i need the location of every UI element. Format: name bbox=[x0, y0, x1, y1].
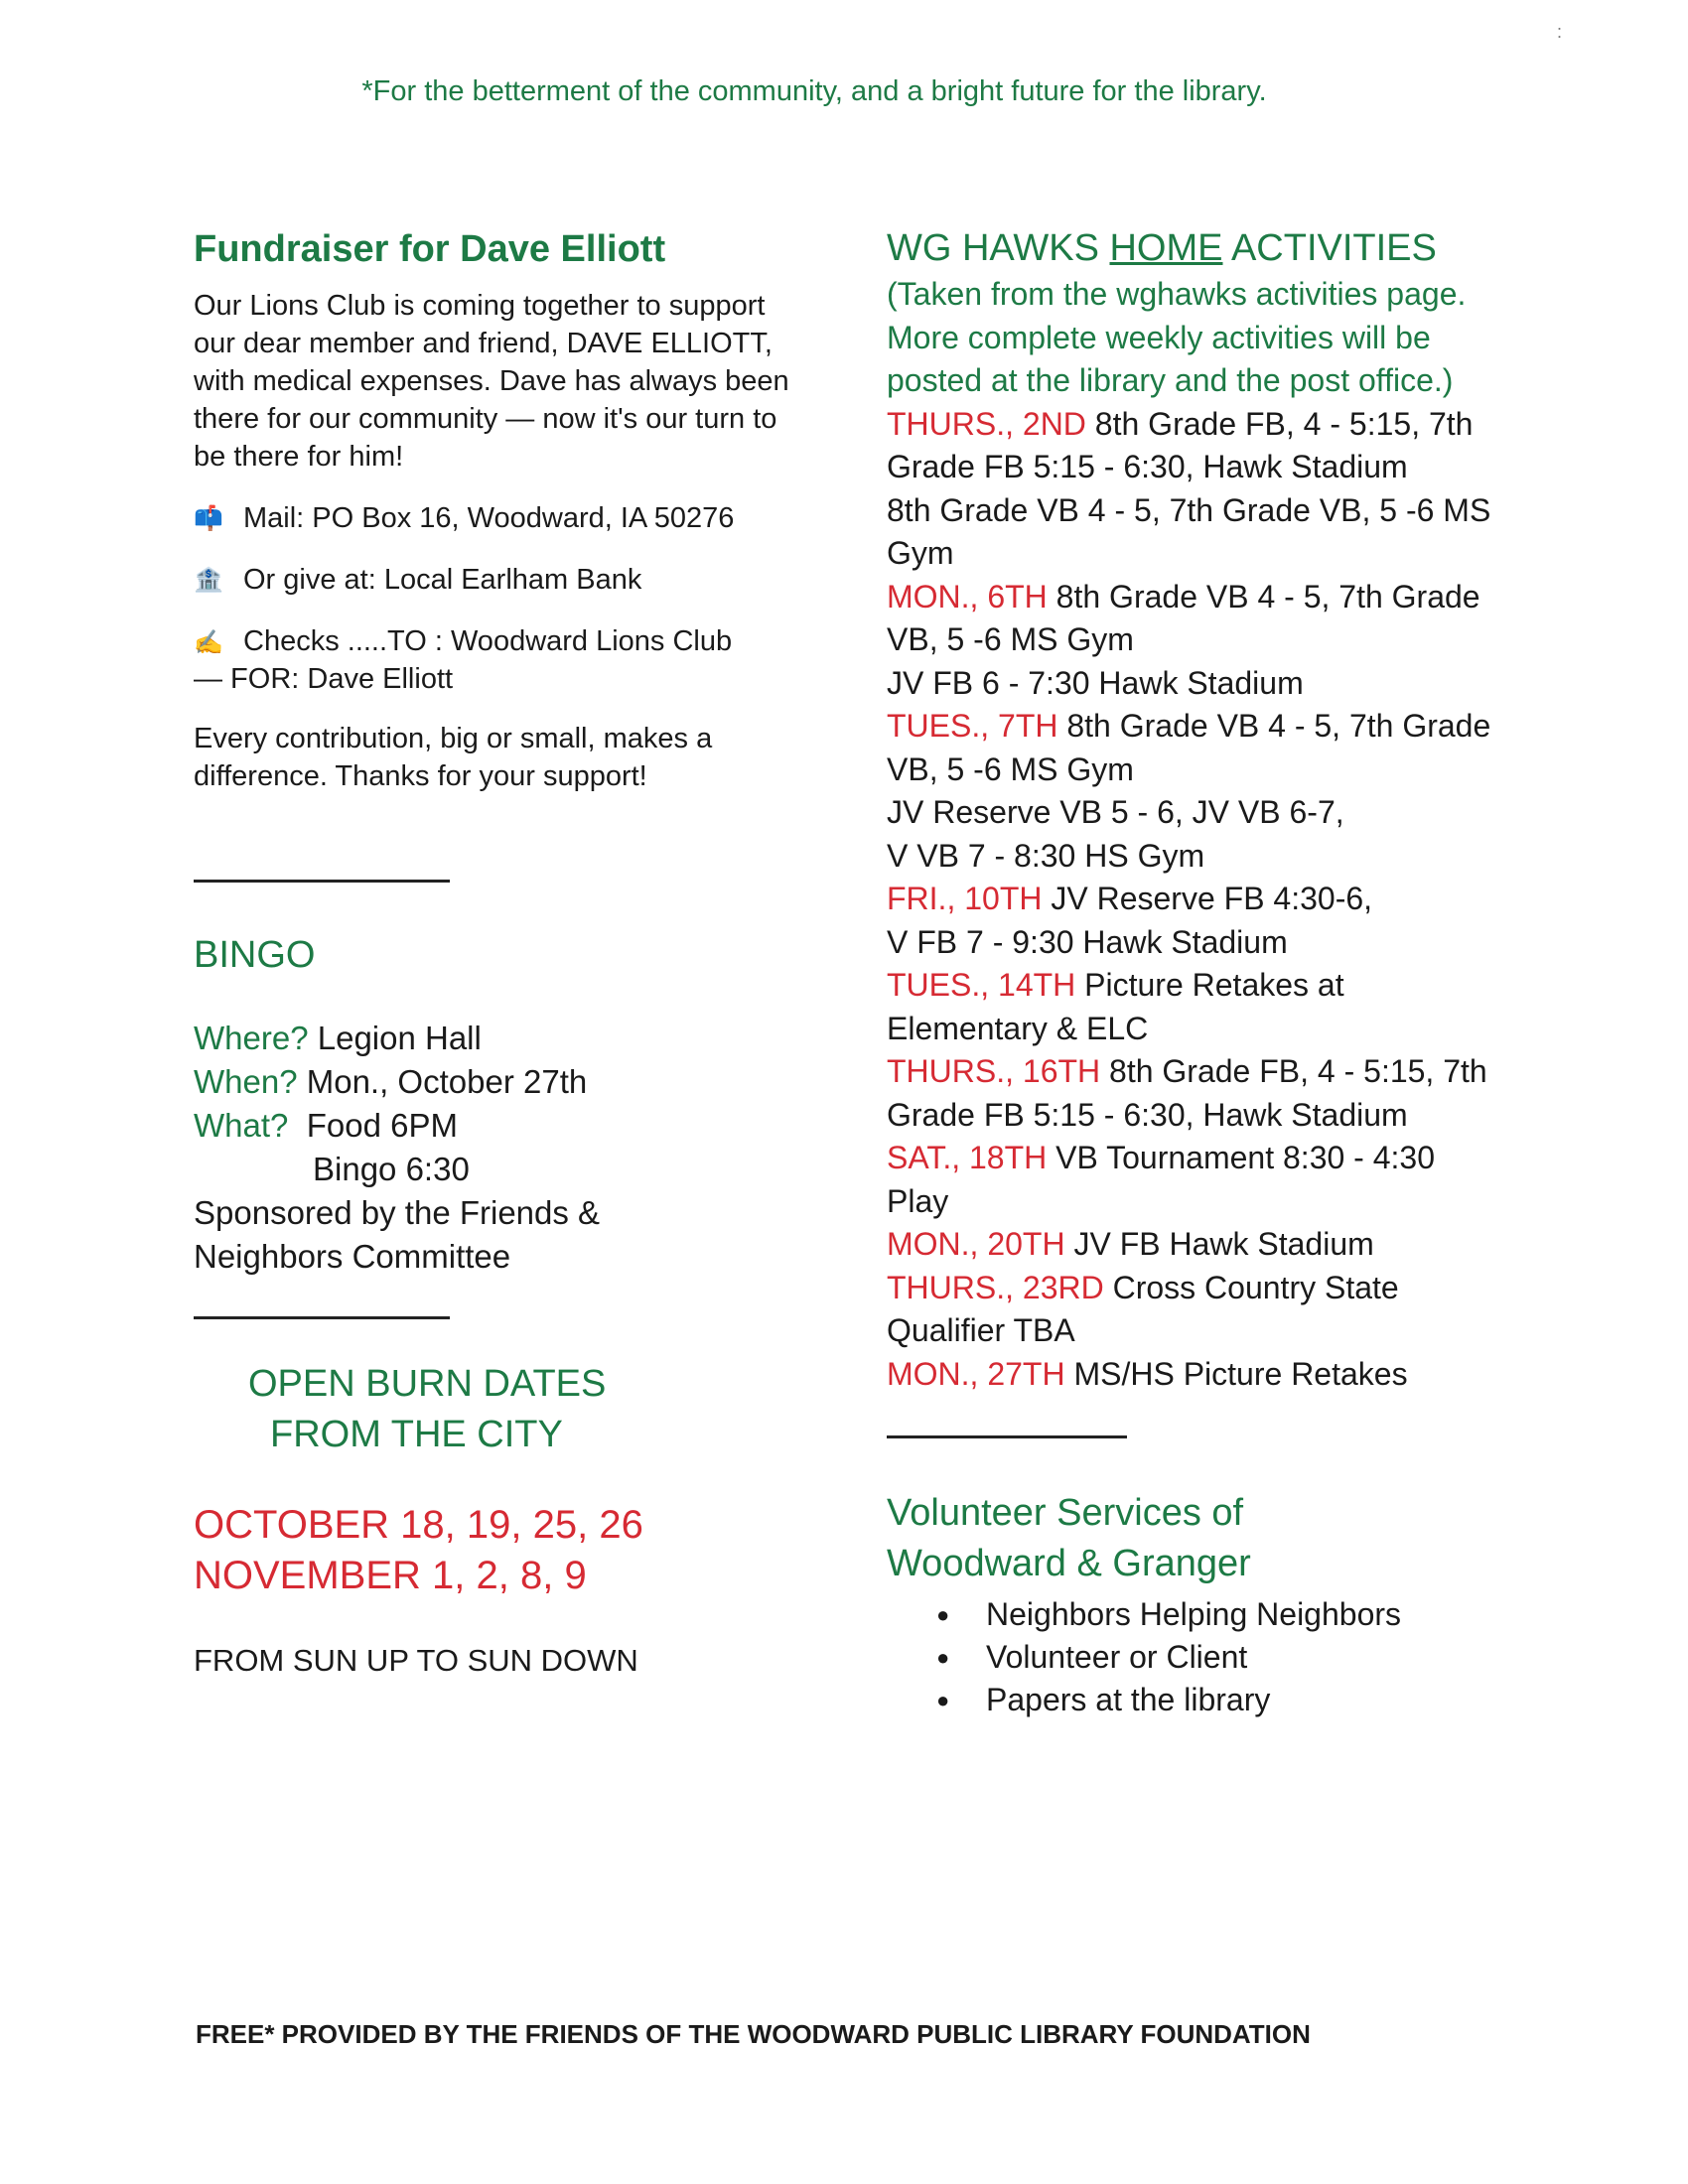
bank-line bbox=[194, 562, 809, 599]
volunteer-title-2: Woodward & Granger bbox=[887, 1543, 1251, 1584]
divider bbox=[194, 1316, 450, 1319]
mail-text: Mail: PO Box 16, Woodward, IA 50276 bbox=[243, 502, 735, 534]
burn-dates-1: OCTOBER 18, 19, 25, 26 bbox=[194, 1503, 643, 1547]
volunteer-title-1: Volunteer Services of bbox=[887, 1492, 1244, 1534]
bingo-details bbox=[194, 1017, 809, 1279]
tagline: *For the betterment of the community, and a bright future for the library. bbox=[361, 75, 1267, 107]
when-value: Mon., October 27th bbox=[306, 1063, 588, 1100]
right-column bbox=[887, 223, 1502, 1721]
activity-entry bbox=[887, 1137, 1502, 1223]
activity-entry bbox=[887, 878, 1502, 921]
bank-icon: 🏦 bbox=[194, 567, 223, 594]
activity-day: THURS., 2ND bbox=[887, 405, 1086, 442]
activity-day: FRI., 10TH bbox=[887, 881, 1043, 916]
mail-line bbox=[194, 500, 809, 537]
activity-day: MON., 6TH bbox=[887, 578, 1048, 614]
activity-text: JV FB 6 - 7:30 Hawk Stadium bbox=[887, 664, 1304, 701]
activity-entry bbox=[887, 964, 1502, 1050]
fundraiser-intro: Our Lions Club is coming together to support our dear member and friend, DAVE ELLIOTT, with medical expenses. Dave has always been there for our community — now it's our turn to be there for him! bbox=[194, 290, 789, 473]
activity-entry bbox=[887, 921, 1502, 965]
when-label: When? bbox=[194, 1063, 298, 1100]
burn-title-2: FROM THE CITY bbox=[270, 1414, 563, 1455]
bullet-icon: ● bbox=[936, 1645, 950, 1670]
activity-text: JV Reserve VB 5 - 6, JV VB 6-7, bbox=[887, 794, 1344, 830]
bingo-title: BINGO bbox=[194, 934, 316, 976]
activity-entry bbox=[887, 1223, 1502, 1267]
volunteer-title bbox=[887, 1488, 1502, 1589]
activity-day: MON., 20TH bbox=[887, 1226, 1065, 1262]
activities-intro: (Taken from the wghawks activities page. More complete weekly activities will be posted at the library and the post office.) bbox=[887, 276, 1467, 398]
list-item bbox=[936, 1636, 1502, 1679]
scan-mark: : bbox=[1557, 22, 1563, 42]
activities-title-home: HOME bbox=[1109, 227, 1223, 269]
activity-day: SAT., 18TH bbox=[887, 1140, 1048, 1175]
checks-text-1: Checks .....TO : Woodward Lions Club bbox=[243, 625, 733, 657]
activity-day: MON., 27TH bbox=[887, 1355, 1065, 1392]
activity-text: 8th Grade VB 4 - 5, 7th Grade VB, 5 -6 MS Gym bbox=[887, 708, 1491, 787]
what-value-1: Food 6PM bbox=[306, 1107, 458, 1144]
bingo-sponsor: Sponsored by the Friends & Neighbors Committee bbox=[194, 1194, 601, 1275]
checks-line bbox=[194, 623, 809, 698]
activity-text: Cross Country State Qualifier TBA bbox=[887, 1269, 1399, 1348]
activity-text: 8th Grade VB 4 - 5, 7th Grade VB, 5 -6 MS Gym bbox=[887, 578, 1480, 657]
bingo-where bbox=[194, 1017, 809, 1060]
activities-title-pre: WG HAWKS bbox=[887, 227, 1099, 269]
activity-text: 8th Grade VB 4 - 5, 7th Grade VB, 5 -6 MS Gym bbox=[887, 491, 1491, 571]
bingo-when bbox=[194, 1060, 809, 1104]
activity-entry bbox=[887, 791, 1502, 835]
list-item bbox=[936, 1679, 1502, 1721]
list-item bbox=[936, 1593, 1502, 1636]
burn-title-1: OPEN BURN DATES bbox=[248, 1363, 607, 1405]
activity-text: MS/HS Picture Retakes bbox=[1064, 1355, 1408, 1392]
activity-text: VB Tournament 8:30 - 4:30 Play bbox=[887, 1140, 1435, 1219]
divider bbox=[887, 1435, 1127, 1438]
activity-day: THURS., 23RD bbox=[887, 1269, 1104, 1305]
activities-title-post: ACTIVITIES bbox=[1230, 227, 1437, 269]
bingo-what bbox=[194, 1104, 809, 1148]
activity-text: JV Reserve FB 4:30-6, bbox=[1042, 881, 1373, 916]
activity-text: 8th Grade FB, 4 - 5:15, 7th Grade FB 5:15 - 6:30, Hawk Stadium bbox=[887, 405, 1474, 484]
activity-text: 8th Grade FB, 4 - 5:15, 7th Grade FB 5:15 - 6:30, Hawk Stadium bbox=[887, 1053, 1487, 1133]
activity-text: V FB 7 - 9:30 Hawk Stadium bbox=[887, 923, 1288, 960]
left-column bbox=[194, 226, 809, 1679]
where-value: Legion Hall bbox=[317, 1020, 482, 1056]
activity-entry bbox=[887, 835, 1502, 879]
list-item-text: Papers at the library bbox=[986, 1682, 1271, 1717]
volunteer-list bbox=[936, 1593, 1502, 1721]
activity-entry bbox=[887, 1353, 1502, 1397]
checks-text-2: — FOR: Dave Elliott bbox=[194, 663, 454, 695]
fundraiser-title: Fundraiser for Dave Elliott bbox=[194, 228, 666, 270]
bank-text: Or give at: Local Earlham Bank bbox=[243, 564, 642, 596]
what-label: What? bbox=[194, 1107, 289, 1144]
activities-title bbox=[887, 223, 1502, 273]
footer: FREE* PROVIDED BY THE FRIENDS OF THE WOODWARD PUBLIC LIBRARY FOUNDATION bbox=[196, 2019, 1311, 2049]
burn-title bbox=[194, 1359, 809, 1460]
burn-hours: FROM SUN UP TO SUN DOWN bbox=[194, 1643, 638, 1678]
activity-day: TUES., 7TH bbox=[887, 708, 1058, 744]
bingo-what-2: Bingo 6:30 bbox=[313, 1151, 470, 1187]
activity-entry bbox=[887, 576, 1502, 662]
mailbox-icon: 📫 bbox=[194, 505, 223, 532]
activity-text: JV FB Hawk Stadium bbox=[1064, 1226, 1374, 1262]
activities-list bbox=[887, 403, 1502, 1397]
activity-entry bbox=[887, 1267, 1502, 1353]
list-item-text: Volunteer or Client bbox=[986, 1639, 1248, 1675]
burn-dates bbox=[194, 1500, 809, 1601]
activity-entry bbox=[887, 1050, 1502, 1137]
activity-day: TUES., 14TH bbox=[887, 967, 1076, 1003]
activity-entry bbox=[887, 662, 1502, 706]
where-label: Where? bbox=[194, 1020, 309, 1056]
activity-text: V VB 7 - 8:30 HS Gym bbox=[887, 837, 1205, 874]
bullet-icon: ● bbox=[936, 1688, 950, 1712]
activity-entry bbox=[887, 705, 1502, 791]
pencil-icon: ✍ bbox=[194, 629, 223, 656]
activity-day: THURS., 16TH bbox=[887, 1053, 1101, 1089]
activity-entry bbox=[887, 489, 1502, 576]
activity-text: Picture Retakes at Elementary & ELC bbox=[887, 967, 1344, 1046]
activity-entry bbox=[887, 403, 1502, 489]
list-item-text: Neighbors Helping Neighbors bbox=[986, 1596, 1402, 1632]
bullet-icon: ● bbox=[936, 1602, 950, 1627]
fundraiser-closing: Every contribution, big or small, makes a difference. Thanks for your support! bbox=[194, 723, 713, 792]
burn-dates-2: NOVEMBER 1, 2, 8, 9 bbox=[194, 1554, 587, 1597]
divider bbox=[194, 880, 450, 883]
